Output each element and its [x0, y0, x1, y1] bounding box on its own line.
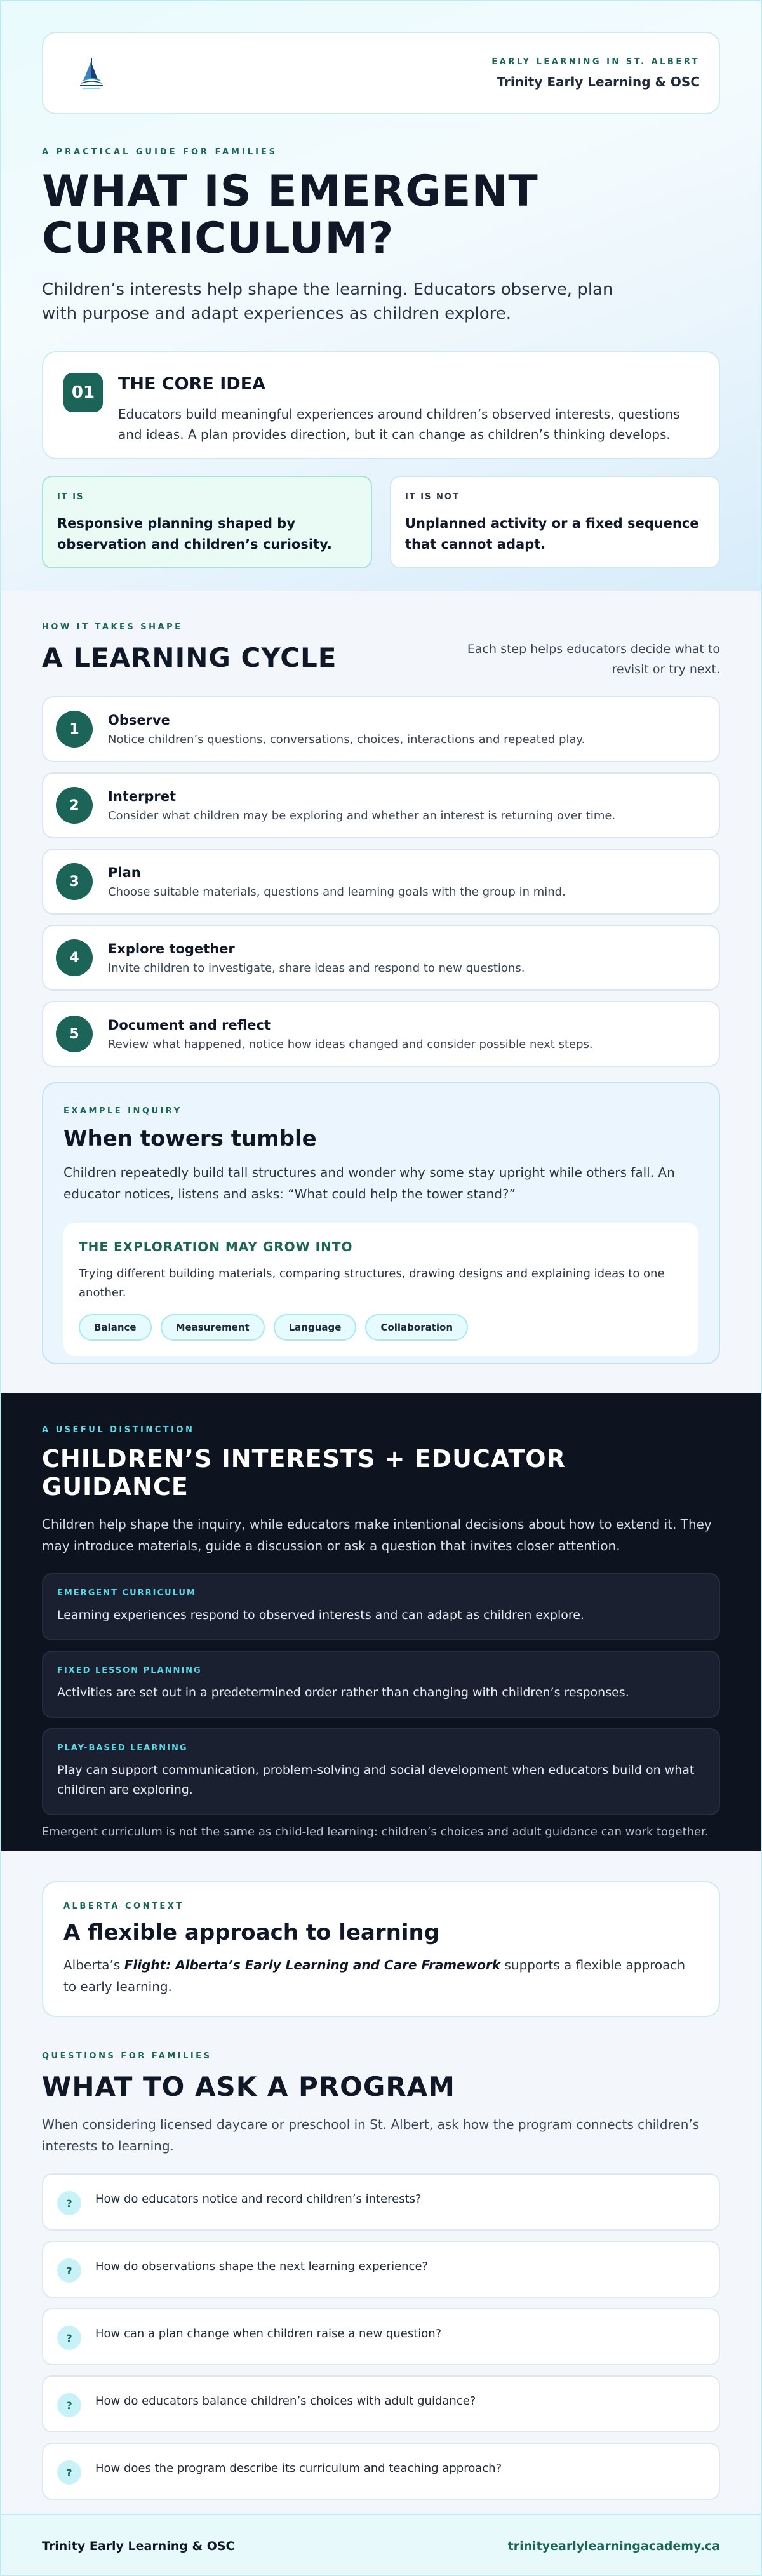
alberta-text-before: Alberta’s	[64, 1957, 124, 1973]
question-text: How do observations shape the next learning experience?	[95, 2260, 429, 2273]
trinity-academy-logo-icon[interactable]	[71, 53, 112, 93]
exploration-card	[64, 1223, 698, 1356]
it-is-not-text: Unplanned activity or a fixed sequence that cannot adapt.	[405, 516, 699, 552]
tag-balance: Balance	[79, 1314, 152, 1341]
step-text: Choose suitable materials, questions and learning goals with the group in mind.	[108, 885, 566, 899]
question-text: How can a plan change when children raise a new question?	[95, 2327, 442, 2340]
header-org-info	[491, 57, 700, 90]
core-idea-title: THE CORE IDEA	[118, 374, 266, 394]
question-item	[42, 2375, 720, 2432]
hero-lead: Children’s interests help shape the learning. Educators observe, plan with purpose and adapt experiences as children explore.	[42, 280, 613, 323]
footer-org-name: Trinity Early Learning & OSC	[42, 2539, 235, 2553]
question-text: How do educators notice and record children’s interests?	[95, 2192, 422, 2206]
comparison-card-fixed	[42, 1651, 720, 1718]
comparison-label: EMERGENT CURRICULUM	[57, 1588, 196, 1598]
distinction-eyebrow: A USEFUL DISTINCTION	[42, 1425, 195, 1435]
question-mark-icon: ?	[57, 2191, 81, 2215]
comparison-text: Activities are set out in a predetermined order rather than changing with children’s responses.	[57, 1686, 629, 1700]
distinction-section	[1, 1393, 761, 1851]
step-text: Review what happened, notice how ideas changed and consider possible next steps.	[108, 1037, 593, 1051]
comparison-card-emergent	[42, 1573, 720, 1640]
question-item	[42, 2308, 720, 2365]
question-item	[42, 2443, 720, 2500]
question-text: How does the program describe its curriculum and teaching approach?	[95, 2462, 502, 2475]
cycle-steps	[42, 696, 720, 1067]
distinction-title: CHILDREN’S INTERESTS + EDUCATOR GUIDANCE	[42, 1445, 566, 1501]
site-header	[42, 32, 720, 114]
page-title: WHAT IS EMERGENT CURRICULUM?	[42, 166, 538, 264]
alberta-title: A flexible approach to learning	[64, 1920, 440, 1945]
example-inquiry-card	[42, 1082, 720, 1364]
comparison-cards	[42, 1573, 720, 1815]
core-idea-number: 01	[64, 373, 103, 412]
header-eyebrow: EARLY LEARNING IN ST. ALBERT	[491, 57, 700, 67]
it-is-text: Responsive planning shaped by observation and children’s curiosity.	[57, 516, 332, 552]
step-title: Interpret	[108, 788, 177, 804]
core-idea-card	[42, 351, 720, 459]
question-text: How do educators balance children’s choices with adult guidance?	[95, 2394, 476, 2408]
cycle-step	[42, 772, 720, 838]
alberta-eyebrow: ALBERTA CONTEXT	[64, 1902, 184, 1911]
core-idea-text: Educators build meaningful experiences around children’s observed interests, questions and ideas. A plan provides direction, but it can change as children’s thinking develops.	[118, 406, 680, 442]
cycle-eyebrow: HOW IT TAKES SHAPE	[42, 622, 183, 632]
exploration-title: THE EXPLORATION MAY GROW INTO	[79, 1239, 353, 1254]
hero-section	[1, 1, 761, 591]
inquiry-title: When towers tumble	[64, 1126, 317, 1151]
question-item	[42, 2241, 720, 2298]
step-text: Invite children to investigate, share ideas and respond to new questions.	[108, 961, 525, 975]
exploration-tags	[79, 1314, 683, 1341]
cycle-step	[42, 696, 720, 762]
alberta-text-after: supports a flexible approach to early learning.	[64, 1957, 686, 1994]
comparison-text: Learning experiences respond to observed interests and can adapt as children explore.	[57, 1608, 585, 1622]
questions-list	[42, 2173, 720, 2500]
alberta-framework-name: Flight: Alberta’s Early Learning and Care Framework	[124, 1957, 501, 1973]
question-mark-icon: ?	[57, 2326, 81, 2350]
step-number: 1	[56, 711, 93, 748]
cycle-step	[42, 849, 720, 915]
step-number: 4	[56, 939, 93, 976]
learning-cycle-section	[1, 591, 761, 1393]
tag-collaboration: Collaboration	[365, 1314, 468, 1341]
hero-eyebrow: A PRACTICAL GUIDE FOR FAMILIES	[42, 147, 278, 157]
header-org-name: Trinity Early Learning & OSC	[497, 74, 700, 90]
step-text: Notice children’s questions, conversations, choices, interactions and repeated play.	[108, 732, 585, 746]
comparison-card-play-based	[42, 1728, 720, 1815]
step-number: 5	[56, 1016, 93, 1052]
tag-measurement: Measurement	[161, 1314, 265, 1341]
question-item	[42, 2173, 720, 2231]
step-number: 2	[56, 787, 93, 824]
it-is-label: IT IS	[57, 492, 84, 502]
questions-title: WHAT TO ASK A PROGRAM	[42, 2071, 455, 2102]
comparison-label: FIXED LESSON PLANNING	[57, 1666, 202, 1675]
distinction-lead: Children help shape the inquiry, while educators make intentional decisions about how to extend it. They may introduce materials, guide a discussion or ask a question that invites closer attention.	[42, 1517, 712, 1553]
exploration-text: Trying different building materials, comparing structures, drawing designs and explaining ideas to one another.	[79, 1267, 665, 1299]
distinction-note: Emergent curriculum is not the same as child-led learning: children’s choices and adult guidance can work together.	[42, 1825, 709, 1839]
step-title: Explore together	[108, 941, 235, 956]
cycle-title: A LEARNING CYCLE	[42, 642, 337, 673]
questions-lead: When considering licensed daycare or preschool in St. Albert, ask how the program connects children’s interests to learning.	[42, 2117, 700, 2154]
comparison-label: PLAY-BASED LEARNING	[57, 1743, 188, 1753]
cycle-note: Each step helps educators decide what to revisit or try next.	[467, 642, 720, 676]
alberta-context-card	[42, 1881, 720, 2017]
cycle-step	[42, 925, 720, 991]
step-title: Observe	[108, 712, 170, 728]
questions-section	[1, 1851, 761, 2514]
step-number: 3	[56, 863, 93, 900]
cycle-step	[42, 1001, 720, 1067]
site-footer	[1, 2514, 761, 2576]
step-title: Document and reflect	[108, 1017, 271, 1033]
footer-website-link[interactable]: trinityearlylearningacademy.ca	[507, 2539, 720, 2553]
tag-language: Language	[274, 1314, 357, 1341]
step-title: Plan	[108, 864, 141, 880]
inquiry-text: Children repeatedly build tall structures and wonder why some stay upright while others fall. An educator notices, listens and asks: “What could help the tower stand?”	[64, 1165, 675, 1202]
questions-eyebrow: QUESTIONS FOR FAMILIES	[42, 2051, 212, 2061]
question-mark-icon: ?	[57, 2393, 81, 2417]
comparison-text: Play can support communication, problem-solving and social development when educators build on what children are exploring.	[57, 1763, 695, 1797]
step-text: Consider what children may be exploring and whether an interest is returning over time.	[108, 808, 616, 822]
question-mark-icon: ?	[57, 2460, 81, 2485]
question-mark-icon: ?	[57, 2258, 81, 2283]
it-is-not-card	[390, 476, 720, 568]
it-is-card	[42, 476, 372, 568]
is-isnot-row	[42, 476, 720, 568]
it-is-not-label: IT IS NOT	[405, 492, 460, 502]
alberta-text	[64, 1954, 698, 1997]
inquiry-eyebrow: EXAMPLE INQUIRY	[64, 1106, 182, 1116]
